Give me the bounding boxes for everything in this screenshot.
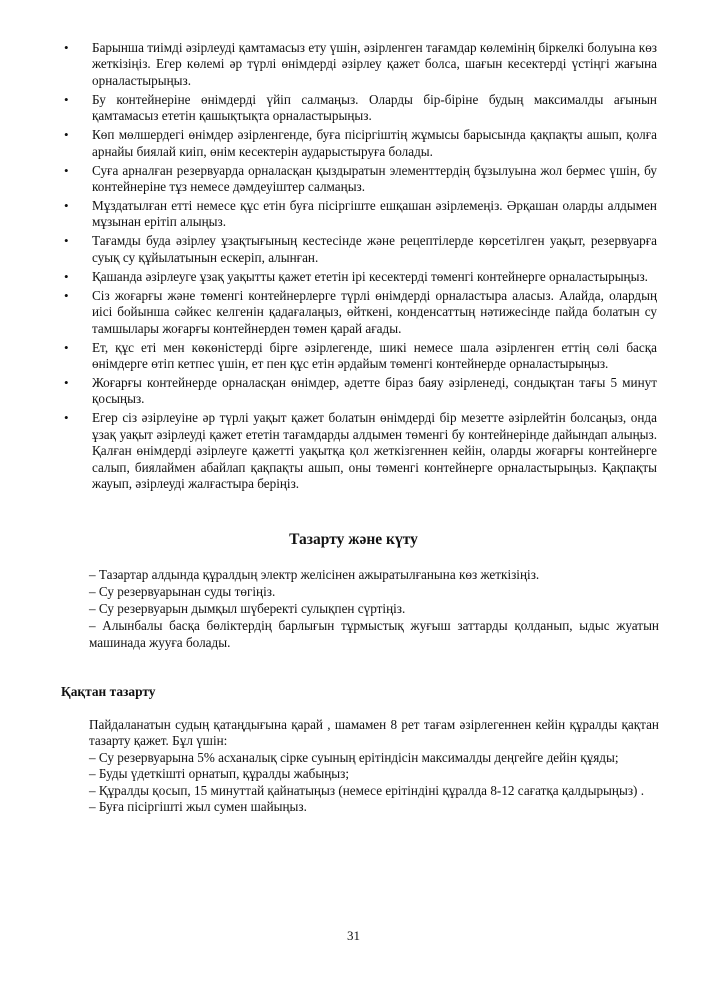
list-item: – Буға пісіргішті жыл сумен шайыңыз. bbox=[89, 799, 307, 815]
list-item bbox=[60, 233, 657, 266]
list-item bbox=[60, 198, 657, 231]
bullet-icon: • bbox=[64, 127, 69, 143]
bullet-icon: • bbox=[64, 339, 69, 355]
list-item bbox=[60, 288, 657, 337]
list-item: – Су резервуарынан суды төгіңіз. bbox=[89, 584, 276, 599]
bullet-icon: • bbox=[64, 198, 69, 214]
bullet-text: Қашанда әзірлеуге ұзақ уақытты қажет ететін ірі кесектерді төменгі контейнерге орналастырыңыз. bbox=[92, 268, 648, 284]
bullet-text: Суға арналған резервуарда орналасқан қыздыратын элементтердің бұзылуына жол бермес үшін, бу контейнеріне тұз немесе дәмдеуіштер салмаңыз. bbox=[92, 162, 657, 195]
bullet-icon: • bbox=[64, 268, 69, 284]
bullet-icon: • bbox=[64, 162, 69, 178]
list-item: – Су резервуарын дымқыл шүберекті сулықпен сүртіңіз. bbox=[89, 601, 406, 616]
list-item bbox=[60, 375, 657, 408]
bullet-icon: • bbox=[64, 40, 69, 55]
list-item: – Тазартар алдында құралдың электр желісінен ажыратылғанына көз жеткізіңіз. bbox=[89, 567, 540, 582]
bullet-icon: • bbox=[64, 233, 69, 249]
descaling-intro-paragraph: Пайдаланатын судың қатаңдығына қарай , шамамен 8 рет тағам әзірлегеннен кейін құралды қақтан тазарту қажет. Бұл үшін: bbox=[89, 717, 659, 749]
bullet-text: Көп мөлшердегі өнімдер әзірленгенде, буға пісіргіштің жұмысы барысында қақпақты ашып, қолға арнайы биялай киіп, өнім кесектерін аударыстыруға болады. bbox=[92, 127, 657, 159]
bullet-text: Барынша тиімді әзірлеуді қамтамасыз ету үшін, әзірленген тағамдар көлемінің біркелкі болуына көз жеткізіңіз. Егер көлемі әр түрлі өнімдерді әзірлеу қажет болса, шағын кесектерді үстіңгі жағына орналастырыңыз. bbox=[92, 40, 657, 88]
descaling-section-title: Қақтан тазарту bbox=[61, 684, 156, 699]
bullet-text: Сіз жоғарғы және төменгі контейнерлерге түрлі өнімдерді орналастыра аласыз. Алайда, олардың иісі бойынша сәйкес келгенін қадағалаңыз, өйткені, конденсаттың нәтижесінде пайда болатын су тамшылары жоғарғы контейнерден төмен қарай ағады. bbox=[92, 287, 657, 336]
bullet-icon: • bbox=[64, 287, 69, 303]
list-item: – Алынбалы басқа бөліктердің барлығын тұрмыстық жуғыш заттарды қолданып, ыдыс жуатын машинада жууға болады. bbox=[89, 618, 659, 650]
bullet-text: Жоғарғы контейнерде орналасқан өнімдер, әдетте біраз баяу әзірленеді, сондықтан тағы 5 минут қосыңыз. bbox=[92, 375, 657, 407]
bullet-icon: • bbox=[64, 375, 69, 391]
list-item bbox=[60, 127, 657, 160]
list-item bbox=[60, 92, 657, 125]
page-number: 31 bbox=[347, 928, 360, 943]
list-item bbox=[60, 269, 657, 285]
list-item: – Құралды қосып, 15 минуттай қайнатыңыз (немесе ерітіндіні құралда 8-12 сағатқа қалдырыңыз) . bbox=[89, 782, 645, 798]
bullet-icon: • bbox=[64, 91, 69, 107]
bullet-text: Ет, құс еті мен көкөністерді бірге әзірлегенде, шикі немесе шала әзірленген еттің сөлі басқа өнімдерге өтіп кетпес үшін, ет пен құс етін әрдайым төменгі контейнерде орналастырыңыз. bbox=[92, 339, 657, 372]
list-item: – Буды үдеткішті орнатып, құралды жабыңыз; bbox=[89, 766, 350, 782]
cleaning-section-title: Тазарту және күту bbox=[289, 531, 418, 548]
descaling-steps-list bbox=[89, 750, 659, 816]
list-item bbox=[60, 163, 657, 196]
bullet-text: Мұздатылған етті немесе құс етін буға пісіргіште ешқашан әзірлемеңіз. Әрқашан оларды алдымен мұзынан ерітіп алыңыз. bbox=[92, 198, 657, 230]
bullet-text: Тағамды буда әзірлеу ұзақтығының кестесінде және рецептілерде көрсетілген уақыт, резервуарға суық су құйылатынын ескеріп, алынған. bbox=[92, 233, 657, 265]
list-item bbox=[60, 340, 657, 373]
list-item bbox=[60, 40, 657, 89]
tips-bullet-list bbox=[60, 40, 657, 495]
cleaning-steps-list bbox=[89, 566, 659, 651]
bullet-text: Егер сіз әзірлеуіне әр түрлі уақыт қажет болатын өнімдерді бір мезетте әзірлейтін болсаңыз, онда ұзақ уақыт әзірлеуді қажет ететін тағамдарды алдымен төменгі бу контейнерінде дайындап алыңыз. Қалған өнімдерді әзірлеуге қажетті уақытқа қол жеткізгеннен кейін, оларды жоғарғы контейнерге салып, биялаймен абайлап қақпақты ашып, оны төменгі контейнерге орналастырыңыз. Қақпақты жауып, әзірлеуді жалғастыра беріңіз. bbox=[92, 410, 657, 492]
list-item bbox=[60, 410, 657, 492]
bullet-icon: • bbox=[64, 410, 69, 426]
list-item: – Су резервуарына 5% асханалық сірке суының ерітіндісін максималды деңгейге дейін құяды; bbox=[89, 750, 619, 765]
bullet-text: Бу контейнеріне өнімдерді үйіп салмаңыз. Оларды бір-біріне будың максималды ағынын қамтамасыз ететін қашықтықта орналастырыңыз. bbox=[92, 91, 657, 124]
